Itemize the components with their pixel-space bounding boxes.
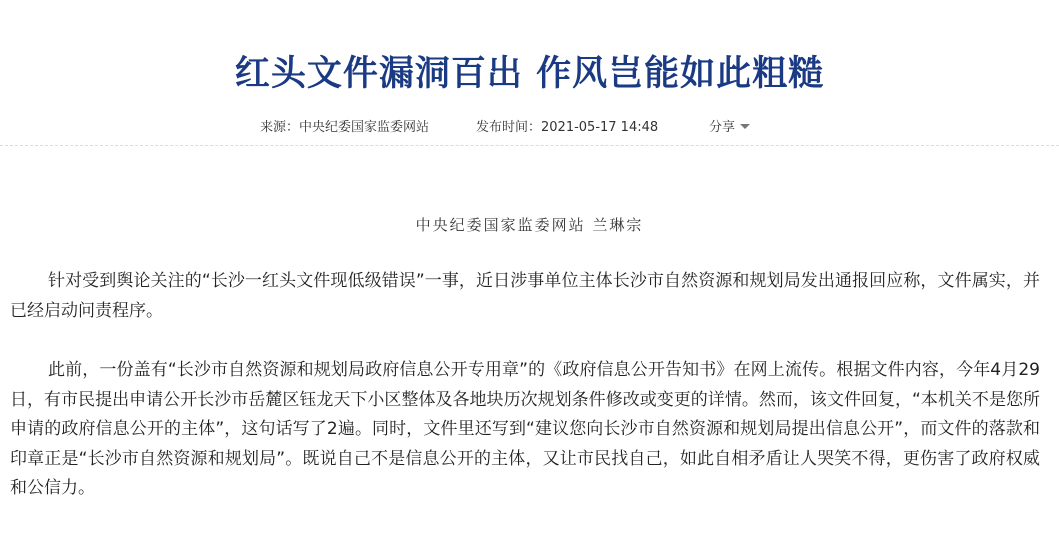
article-paragraph-1: 针对受到舆论关注的“长沙一红头文件现低级错误”一事，近日涉事单位主体长沙市自然资源和规划局发出通报回应称，文件属实，并已经启动问责程序。 (10, 271, 1040, 321)
article-title: 红头文件漏洞百出 作风岂能如此粗糙 (234, 53, 825, 94)
article-source: 来源：中央纪委国家监委网站 (260, 120, 430, 135)
article-paragraph-2: 此前，一份盖有“长沙市自然资源和规划局政府信息公开专用章”的《政府信息公开告知书》在网上流传。根据文件内容，今年4月29日，有市民提出申请公开长沙市岳麓区钰龙天下小区整体及各地块历次规划条件修改或变更的详情。然而，该文件回复，“本机关不是您所申请的政府信息公开的主体”，这句话写了2遍。同时，文件里还写到“建议您向长沙市自然资源和规划局提出信息公开”，而文件的落款和印章正是“长沙市自然资源和规划局”。既说自己不是信息公开的主体，又让市民找自己，如此自相矛盾让人哭笑不得，更伤害了政府权威和公信力。 (10, 360, 1040, 498)
share-label: 分享 (709, 120, 736, 135)
chevron-down-icon (740, 124, 750, 129)
article-meta (0, 118, 1059, 138)
publish-time: 发布时间：2021-05-17 14:48 (476, 120, 659, 135)
header-divider (0, 145, 1059, 146)
article-header (0, 0, 1059, 146)
share-button[interactable] (709, 118, 750, 138)
article-byline: 中央纪委国家监委网站 兰琳宗 (415, 216, 644, 234)
